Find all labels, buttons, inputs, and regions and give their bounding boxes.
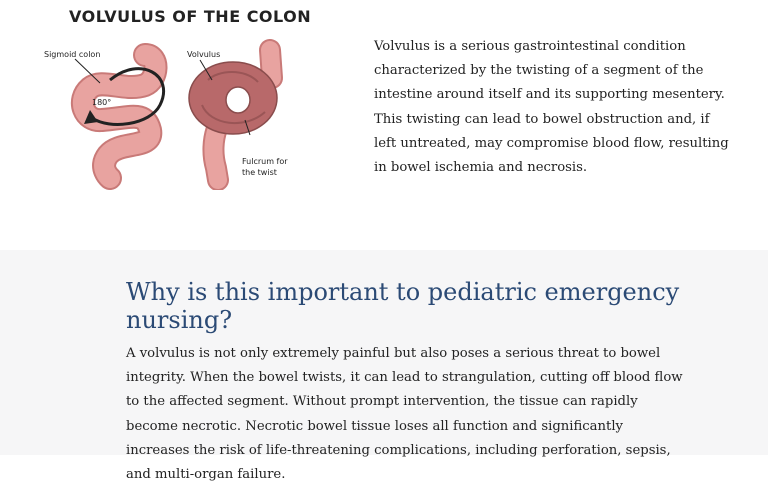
section-paragraph: A volvulus is not only extremely painful but also poses a serious threat to bowel integrity. When the bowel twists, it can lead to strangulation, cutting off blood flow to the affected segment. Without prompt intervention, the tissue can rapidly become necrotic. Necrotic bowel tissue loses all function and significantly increases the risk of life-threatening complications, including perforation, sepsis, and multi-organ failure. <box>126 346 683 483</box>
volvulus-illustration <box>40 0 312 190</box>
volvulus-label: Volvulus <box>187 50 221 59</box>
fulcrum-label-line1: Fulcrum for <box>242 157 288 166</box>
fulcrum-label-line2: the twist <box>242 168 277 177</box>
section-heading: Why is this important to pediatric emergency nursing? <box>126 278 680 334</box>
rotation-angle-label: 180° <box>92 98 112 107</box>
intro-paragraph: Volvulus is a serious gastrointestinal condition characterized by the twisting of a segment of the intestine around itself and its supporting mesentery. This twisting can lead to bowel obstruction and, if left untreated, may compromise blood flow, resulting in bowel ischemia and necrosis. <box>374 39 729 176</box>
importance-section <box>0 250 768 483</box>
sigmoid-colon-label: Sigmoid colon <box>44 50 101 59</box>
figure-title: VOLVULUS OF THE COLON <box>69 7 312 26</box>
